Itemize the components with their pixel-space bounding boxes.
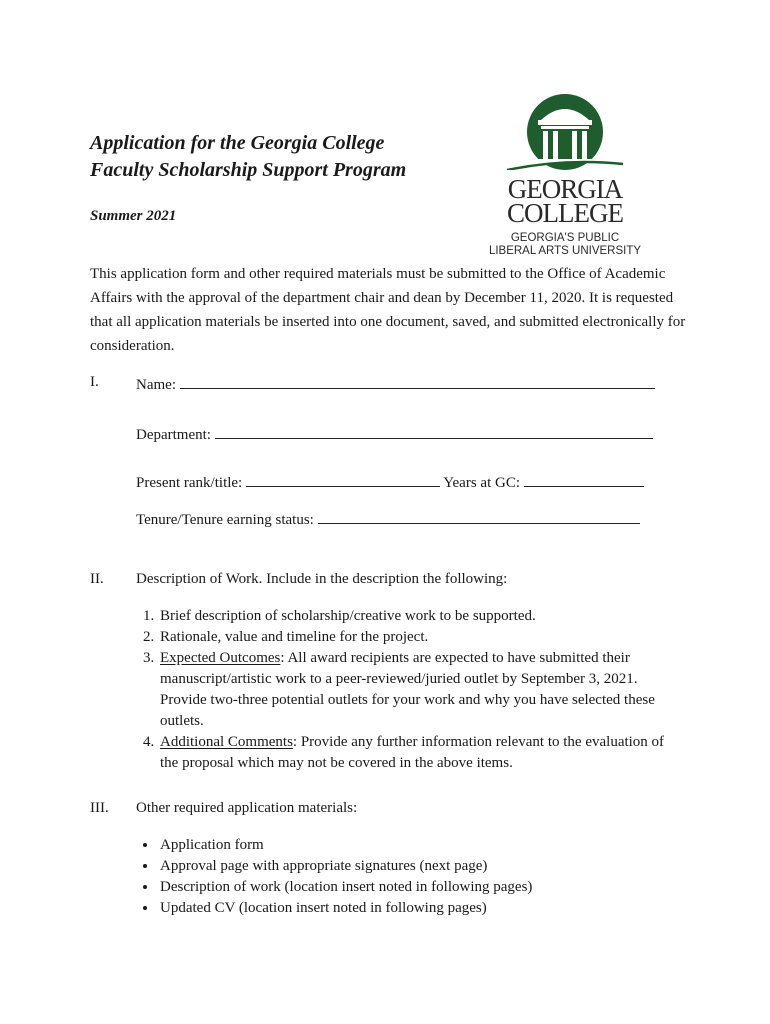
years-field[interactable]: [524, 472, 644, 487]
additional-comments-label: Additional Comments: [160, 734, 293, 750]
section-3-numeral: III.: [90, 800, 109, 816]
rank-label: Present rank/title:: [136, 475, 243, 491]
intro-paragraph: This application form and other required materials must be submitted to the Office of Academic Affairs with the approval of the department chair and dean by December 11, 2020. It is requested that all application materials be inserted into one document, saved, and submitted electronically for consideration.: [90, 266, 686, 354]
name-row: [136, 374, 655, 394]
list-item: 3. Expected Outcomes: All award recipients are expected to have submitted their manuscript/artistic work to a peer-reviewed/juried outlet by September 3, 2021. Provide two-three potential outlets for your work and why you have selected these outlets.: [158, 648, 681, 732]
tenure-label: Tenure/Tenure earning status:: [136, 512, 314, 528]
title-line-2: Faculty Scholarship Support Program: [90, 159, 407, 181]
page-title: [90, 130, 406, 184]
tenure-field[interactable]: [318, 509, 640, 524]
materials-items: [136, 835, 681, 919]
materials-list: [136, 835, 681, 919]
department-field[interactable]: [215, 424, 653, 439]
term-label: Summer 2021: [90, 208, 177, 224]
list-item: 4. Additional Comments: Provide any further information relevant to the evaluation of the proposal which may not be covered in the above items.: [158, 732, 681, 774]
expected-outcomes-label: Expected Outcomes: [160, 650, 281, 666]
list-item: 1. Brief description of scholarship/creative work to be supported.: [158, 606, 681, 627]
name-label: Name:: [136, 377, 176, 393]
department-row: [136, 424, 653, 444]
rank-row: [136, 472, 644, 492]
section-3-heading: Other required application materials:: [136, 800, 358, 816]
section-2-heading: Description of Work. Include in the description the following:: [136, 571, 508, 587]
rotunda-emblem-icon: [485, 90, 645, 170]
college-logo: [485, 90, 645, 258]
name-field[interactable]: [180, 374, 655, 389]
section-1-numeral: I.: [90, 374, 99, 390]
list-item: • Approval page with appropriate signatures (next page): [158, 856, 681, 877]
tenure-row: [136, 509, 640, 529]
list-item: • Updated CV (location insert noted in following pages): [158, 898, 681, 919]
title-line-1: Application for the Georgia College: [90, 132, 385, 154]
department-label: Department:: [136, 427, 211, 443]
list-item: • Description of work (location insert noted in following pages): [158, 877, 681, 898]
description-items: [136, 606, 681, 774]
list-item: • Application form: [158, 835, 681, 856]
list-item: 2. Rationale, value and timeline for the project.: [158, 627, 681, 648]
logo-wordmark: GEORGIA COLLEGE: [507, 174, 623, 228]
rank-field[interactable]: [246, 472, 440, 487]
years-label: Years at GC:: [443, 475, 520, 491]
section-2-numeral: II.: [90, 571, 104, 587]
logo-tagline: GEORGIA'S PUBLIC LIBERAL ARTS UNIVERSITY: [488, 232, 642, 257]
description-list: [136, 606, 681, 774]
